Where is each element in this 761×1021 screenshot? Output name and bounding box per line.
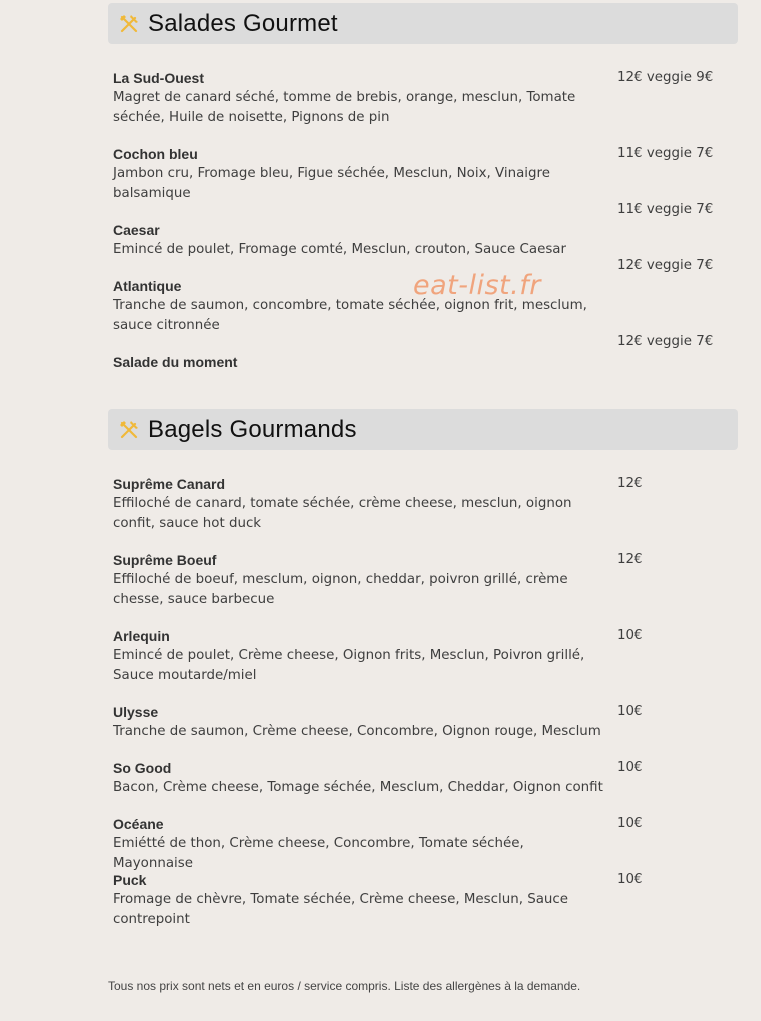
item-name: Puck [113,872,147,888]
item-description: Effiloché de boeuf, mesclum, oignon, cheddar, poivron grillé, crème chesse, sauce barbecue [113,572,568,607]
item-description: Jambon cru, Fromage bleu, Figue séchée, Mesclun, Noix, Vinaigre balsamique [113,166,550,201]
item-description: Emincé de poulet, Crème cheese, Oignon frits, Mesclun, Poivron grillé, Sauce moutarde/miel [113,648,585,683]
menu-item [113,626,613,686]
item-price: 12€ veggie 7€ [617,258,714,273]
footer-note: Tous nos prix sont nets et en euros / service compris. Liste des allergènes à la demande. [108,979,581,993]
item-name: So Good [113,760,172,776]
item-price: 11€ veggie 7€ [617,202,714,217]
item-name: Suprême Canard [113,476,226,492]
item-name: Caesar [113,222,160,238]
item-name: La Sud-Ouest [113,70,205,86]
item-price: 10€ [617,872,643,887]
section-title: Bagels Gourmands [148,415,357,443]
item-name: Cochon bleu [113,146,198,162]
item-description: Tranche de saumon, concombre, tomate séchée, oignon frit, mesclum, sauce citronnée [113,298,587,333]
item-name: Arlequin [113,628,170,644]
item-description: Bacon, Crème cheese, Tomage séchée, Mesclum, Cheddar, Oignon confit [113,780,603,795]
menu-item [113,220,613,260]
fork-knife-icon [118,13,140,35]
item-price: 10€ [617,816,643,831]
fork-knife-icon [118,419,140,441]
item-description: Emiétté de thon, Crème cheese, Concombre, Tomate séchée, Mayonnaise [113,836,524,871]
item-name: Atlantique [113,278,182,294]
item-price: 12€ [617,476,643,491]
item-name: Salade du moment [113,354,238,370]
menu-item [113,68,613,128]
item-price: 10€ [617,760,643,775]
item-price: 10€ [617,704,643,719]
section-title: Salades Gourmet [148,9,338,37]
menu-item [113,870,613,930]
item-price: 11€ veggie 7€ [617,146,714,161]
item-name: Suprême Boeuf [113,552,217,568]
item-description: Magret de canard séché, tomme de brebis, orange, mesclun, Tomate séchée, Huile de noisette, Pignons de pin [113,90,576,125]
menu-item [113,814,613,874]
menu-item [113,550,613,610]
item-price: 12€ veggie 9€ [617,70,714,85]
menu-item [113,144,613,204]
item-price: 12€ [617,552,643,567]
watermark: eat-list.fr [413,270,541,301]
menu-item [113,758,613,798]
item-name: Ulysse [113,704,159,720]
item-description: Fromage de chèvre, Tomate séchée, Crème cheese, Mesclun, Sauce contrepoint [113,892,569,927]
menu-item [113,702,613,742]
item-name: Océane [113,816,164,832]
section-header-salades [108,3,738,44]
menu-item [113,474,613,534]
item-price: 10€ [617,628,643,643]
item-price: 12€ veggie 7€ [617,334,714,349]
item-description: Effiloché de canard, tomate séchée, crème cheese, mesclun, oignon confit, sauce hot duck [113,496,572,531]
section-header-bagels [108,409,738,450]
menu-item [113,352,613,372]
item-description: Tranche de saumon, Crème cheese, Concombre, Oignon rouge, Mesclum [113,724,601,739]
item-description: Emincé de poulet, Fromage comté, Mesclun, crouton, Sauce Caesar [113,242,567,257]
